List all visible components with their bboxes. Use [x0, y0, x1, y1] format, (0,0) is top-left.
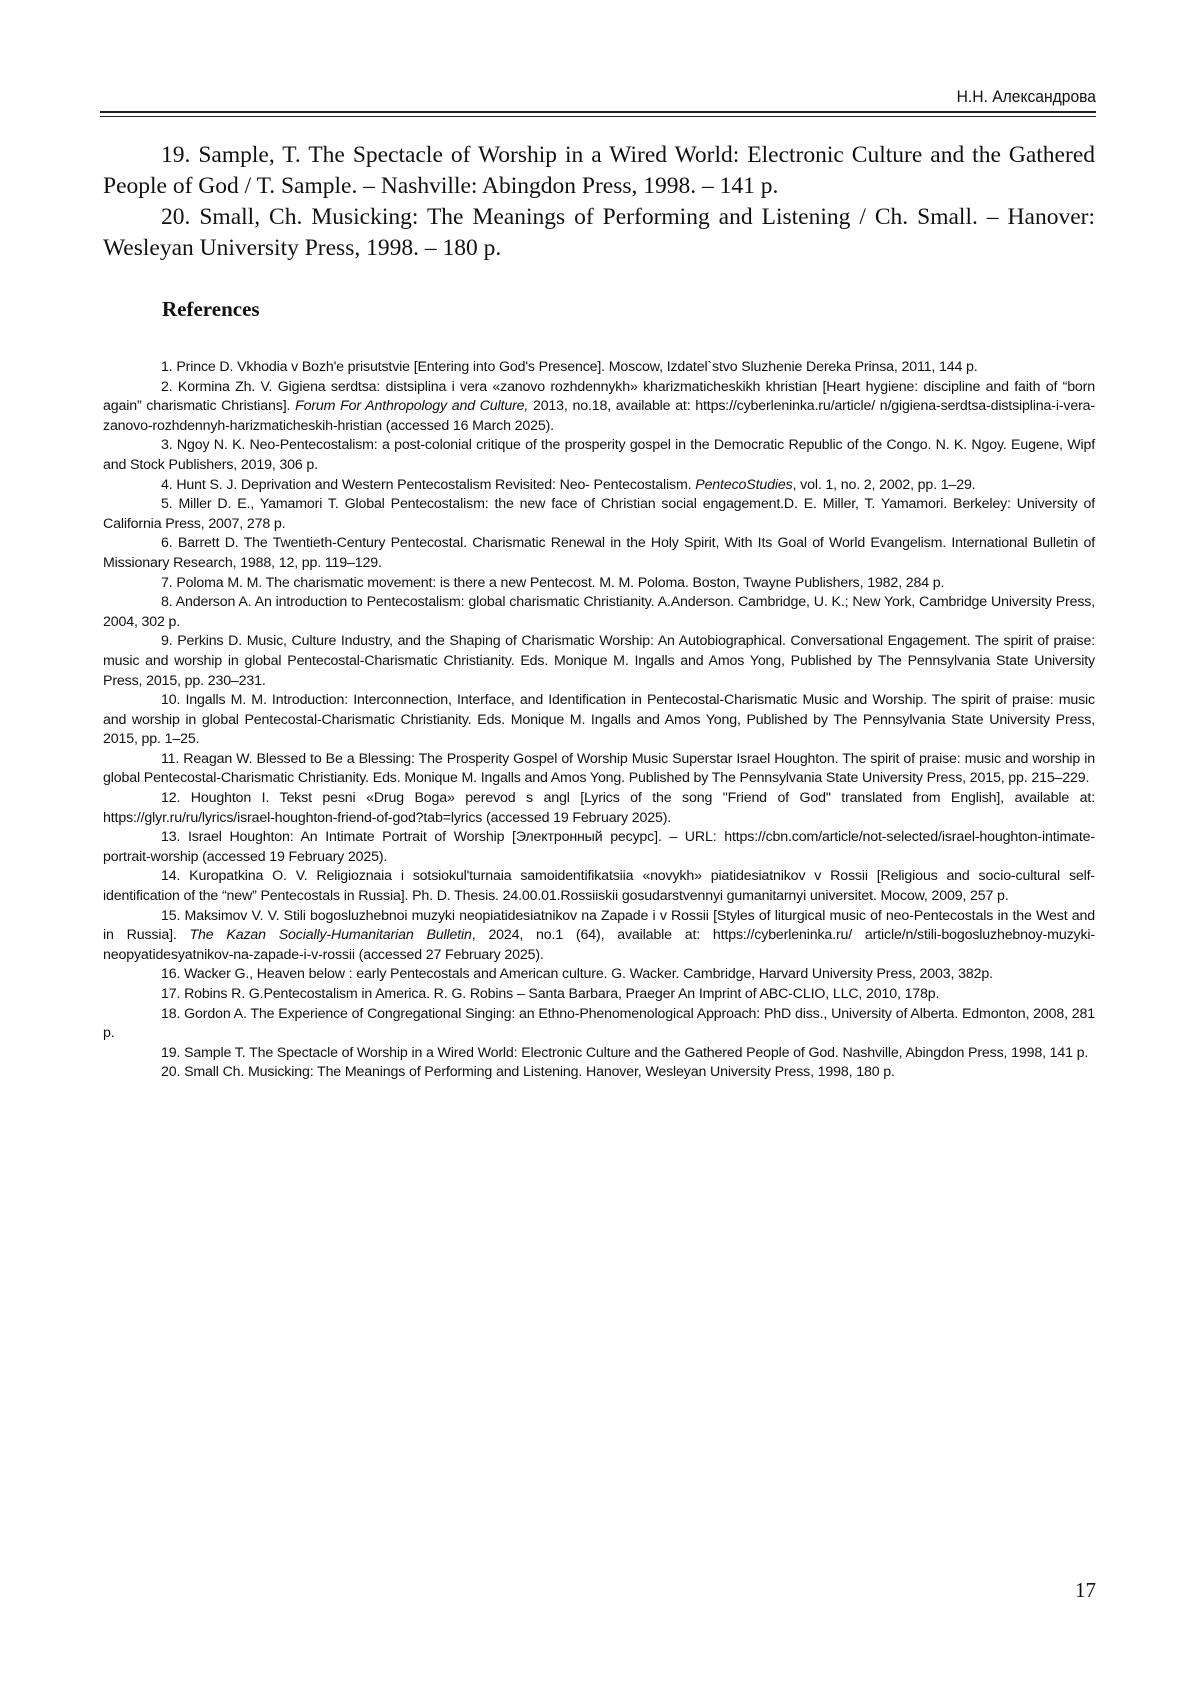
- reference-item: 14. Kuropatkina O. V. Religioznaia i sotsiokul'turnaia samoidentifikatsiia «novykh» piatidesiatnikov v Rossii [Religious and socio-cultural self-identification of the “new” Pentecostals in Russia]. Ph. D. Thesis. 24.00.01.Rossiiskii gosudarstvennyi gumanitarnyi universitet. Mocow, 2009, 257 p.: [103, 868, 1095, 905]
- header-rule-thick: [100, 111, 1096, 113]
- main-reference-item: 20. Small, Ch. Musicking: The Meanings of Performing and Listening / Ch. Small. – Hanover: Wesleyan University Press, 1998. – 180 p.: [103, 204, 1095, 261]
- main-reference-list: [103, 140, 1095, 264]
- reference-item: 10. Ingalls M. M. Introduction: Interconnection, Interface, and Identification in Pentecostal-Charismatic Music and Worship. The spirit of praise: music and worship in global Pentecostal-Charismatic Christianity. Eds. Monique M. Ingalls and Amos Yong, Published by The Pennsylvania State University Press, 2015, pp. 1–25.: [103, 692, 1095, 748]
- reference-item: 3. Ngoy N. K. Neo-Pentecostalism: a post-colonial critique of the prosperity gospel in the Democratic Republic of the Congo. N. K. Ngoy. Eugene, Wipf and Stock Publishers, 2019, 306 p.: [103, 437, 1095, 473]
- reference-item: 8. Anderson A. An introduction to Pentecostalism: global charismatic Christianity. A.Anderson. Cambridge, U. K.; New York, Cambridge University Press, 2004, 302 p.: [103, 594, 1095, 630]
- reference-item: 17. Robins R. G.Pentecostalism in America. R. G. Robins – Santa Barbara, Praeger An Imprint of ABC-CLIO, LLC, 2010, 178p.: [161, 986, 940, 1002]
- reference-item: 18. Gordon A. The Experience of Congregational Singing: an Ethno-Phenomenological Approach: PhD diss., University of Alberta. Edmonton, 2008, 281 p.: [103, 1005, 1095, 1042]
- reference-item: 5. Miller D. E., Yamamori T. Global Pentecostalism: the new face of Christian social engagement.D. E. Miller, T. Yamamori. Berkeley: University of California Press, 2007, 278 p.: [103, 496, 1095, 532]
- reference-item: 20. Small Ch. Musicking: The Meanings of Performing and Listening. Hanover, Wesleyan University Press, 1998, 180 p.: [161, 1064, 895, 1081]
- reference-item: 15. Maksimov V. V. Stili bogosluzhebnoi muzyki neopiatidesiatnikov na Zapade i v Rossii [Styles of liturgical music of neo-Pentecostals in the West and in Russia]. The Kazan Socially-Humanitarian Bulletin, 2024, no.1 (64), available at: https://cyberleninka.ru/ article/n/stili-bogosluzhebnoy-muzyki-neopyatidesyatnikov-na-zapade-i-v-rossii (accessed 27 February 2025).: [103, 907, 1095, 963]
- reference-item: 2. Kormina Zh. V. Gigiena serdtsa: distsiplina i vera «zanovo rozhdennykh» kharizmaticheskikh khristian [Heart hygiene: discipline and faith of “born again” charismatic Christians]. Forum For Anthropology and Culture, 2013, no.18, available at: https://cyberleninka.ru/article/ n/gigiena-serdtsa-distsiplina-i-vera-zanovo-rozhdennyh-harizmaticheskih-hristian (accessed 16 March 2025).: [103, 378, 1095, 434]
- reference-item: 16. Wacker G., Heaven below : early Pentecostals and American culture. G. Wacker. Cambridge, Harvard University Press, 2003, 382p.: [161, 966, 993, 983]
- reference-item: 12. Houghton I. Tekst pesni «Drug Boga» perevod s angl [Lyrics of the song "Friend of God" translated from English], available at: https://glyr.ru/ru/lyrics/israel-houghton-friend-of-god?tab=lyrics (accessed 19 February 2025).: [103, 790, 1095, 826]
- reference-item: 4. Hunt S. J. Deprivation and Western Pentecostalism Revisited: Neo- Pentecostalism. PentecoStudies, vol. 1, no. 2, 2002, pp. 1–29.: [161, 476, 976, 493]
- page-number: 17: [1075, 1578, 1096, 1602]
- reference-item: 13. Israel Houghton: An Intimate Portrait of Worship [Электронный ресурс]. – URL: https://cbn.com/article/not-selected/israel-houghton-intimate-portrait-worship (accessed 19 February 2025).: [103, 829, 1095, 865]
- reference-item: 6. Barrett D. The Twentieth-Century Pentecostal. Charismatic Renewal in the Holy Spirit, With Its Goal of World Evangelism. International Bulletin of Missionary Research, 1988, 12, pp. 119–129.: [103, 535, 1095, 571]
- reference-item: 11. Reagan W. Blessed to Be a Blessing: The Prosperity Gospel of Worship Music Superstar Israel Houghton. The spirit of praise: music and worship in global Pentecostal-Charismatic Christianity. Eds. Monique M. Ingalls and Amos Yong. Published by The Pennsylvania State University Press, 2015, pp. 215–229.: [103, 750, 1095, 787]
- references-list: [103, 358, 1095, 1083]
- reference-item: 1. Prince D. Vkhodia v Bozh'e prisutstvie [Entering into God's Presence]. Moscow, Izdatel`stvo Sluzhenie Dereka Prinsa, 2011, 144 p.: [161, 359, 978, 375]
- running-header-author: Н.Н. Александрова: [956, 87, 1096, 106]
- reference-item: 19. Sample T. The Spectacle of Worship in a Wired World: Electronic Culture and the Gathered People of God. Nashville, Abingdon Press, 1998, 141 p.: [161, 1044, 1089, 1061]
- reference-item: 7. Poloma M. M. The charismatic movement: is there a new Pentecost. M. M. Poloma. Boston, Twayne Publishers, 1982, 284 p.: [161, 574, 945, 591]
- header-rule-thin: [100, 116, 1096, 117]
- main-reference-item: 19. Sample, T. The Spectacle of Worship in a Wired World: Electronic Culture and the Gathered People of God / T. Sample. – Nashville: Abingdon Press, 1998. – 141 p.: [103, 142, 1095, 199]
- reference-item: 9. Perkins D. Music, Culture Industry, and the Shaping of Charismatic Worship: An Autobiographical. Conversational Engagement. The spirit of praise: music and worship in global Pentecostal-Charismatic Christianity. Eds. Monique M. Ingalls and Amos Yong, Published by The Pennsylvania State University Press, 2015, pp. 230–231.: [103, 633, 1095, 689]
- references-heading: References: [162, 297, 260, 321]
